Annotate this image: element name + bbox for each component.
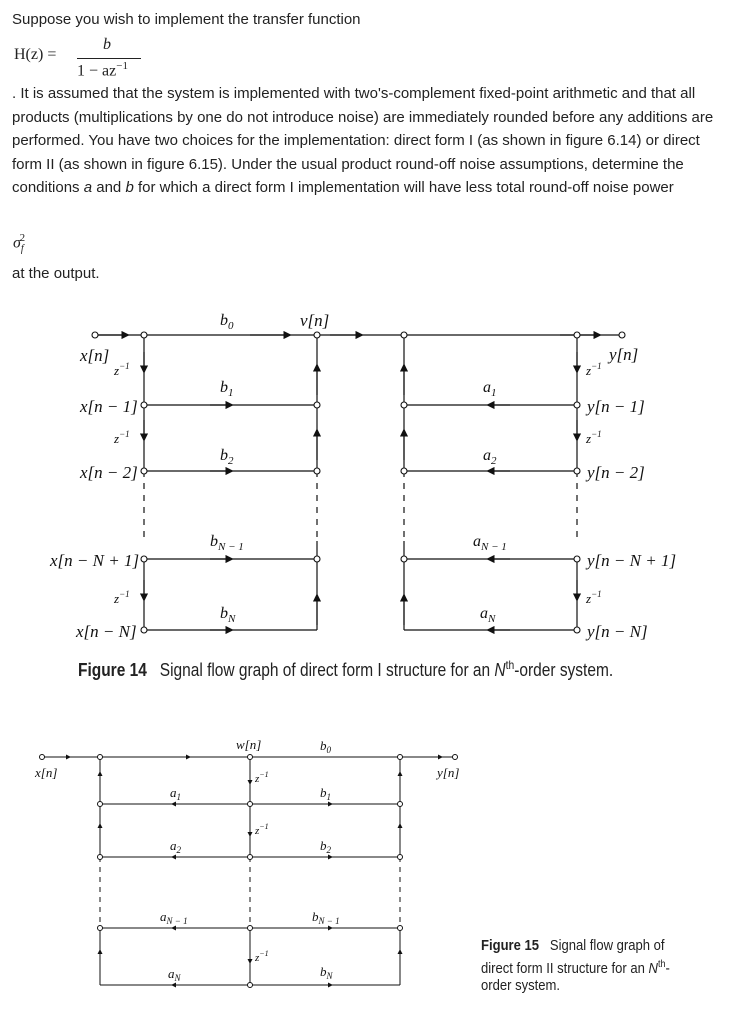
f14-zinv-r1: $z^{-1}$ xyxy=(586,361,602,378)
f14-y-n2: y[n − 2] xyxy=(587,463,645,482)
f15-x-n: x[n] xyxy=(35,765,58,780)
outro-text: at the output. xyxy=(12,265,100,282)
f14-y-n: y[n] xyxy=(609,345,639,364)
f15-bN1: $b_{N - 1}$ xyxy=(312,909,340,926)
figure14-caption: Figure 14 Signal flow graph of direct form I structure for an $N^{th}$-order system. xyxy=(78,658,614,680)
f14-zinv-l3: $z^{-1}$ xyxy=(114,589,130,606)
f14-b2: $b_2$ xyxy=(220,447,234,467)
problem-body: . It is assumed that the system is implemented with two's-complement fixed-point arithmetic and that all products (multiplications by one do not introduce noise) are immediately rounded before any additions are performed. You have two choices for the implementation: direct form I (as shown in figure 6.14) or direct form II (as shown in figure 6.15). Under the usual product round-off noise assumptions, determine the conditions a and b for which a direct form I implementation will have less total round-off noise power xyxy=(12,85,714,196)
f14-x-nN: x[n − N] xyxy=(76,622,137,641)
f14-bN1: $b_{N - 1}$ xyxy=(210,533,244,553)
f15-a2: $a_2$ xyxy=(170,838,181,855)
f14-aN: $a_N$ xyxy=(480,605,496,625)
f14-zinv-r3: $z^{-1}$ xyxy=(586,589,602,606)
f14-b0: $b_0$ xyxy=(220,312,234,332)
f15-b0: $b_0$ xyxy=(320,738,331,755)
f14-zinv-l2: $z^{-1}$ xyxy=(114,429,130,446)
f14-zinv-l1: $z^{-1}$ xyxy=(114,361,130,378)
f14-y-nN1: y[n − N + 1] xyxy=(587,551,677,570)
f15-zinv-2: $z^{-1}$ xyxy=(255,822,269,837)
f15-bN: $b_N$ xyxy=(320,964,333,981)
f15-w-n: w[n] xyxy=(236,737,262,752)
f14-b1: $b_1$ xyxy=(220,379,234,399)
f15-zinv-1: $z^{-1}$ xyxy=(255,770,269,785)
f14-bN: $b_N$ xyxy=(220,605,236,625)
transfer-function-numerator: b xyxy=(103,36,111,53)
transfer-function-denominator: $1 - az^{-1}$ xyxy=(77,60,128,80)
f14-a1: $a_1$ xyxy=(483,379,497,399)
f14-a2: $a_2$ xyxy=(483,447,497,467)
sigma-symbol: $\sigma_f^2$ xyxy=(13,232,26,255)
f14-x-n: x[n] xyxy=(80,346,110,365)
f15-aN1: $a_{N - 1}$ xyxy=(160,909,188,926)
f14-x-nN1: x[n − N + 1] xyxy=(50,551,140,570)
f14-x-n2: x[n − 2] xyxy=(80,463,138,482)
f15-zinv-3: $z^{-1}$ xyxy=(255,949,269,964)
f15-a1: $a_1$ xyxy=(170,785,181,802)
f14-zinv-r2: $z^{-1}$ xyxy=(586,429,602,446)
transfer-function-lhs: H(z) = xyxy=(14,46,57,63)
f14-v-n: v[n] xyxy=(300,311,330,330)
f15-b2: $b_2$ xyxy=(320,838,331,855)
intro-text: Suppose you wish to implement the transfer function xyxy=(12,11,361,28)
figure15-caption: Figure 15 Signal flow graph of direct form II structure for an $N^{th}$-order system. xyxy=(481,938,670,994)
f14-y-nN: y[n − N] xyxy=(587,622,648,641)
f15-b1: $b_1$ xyxy=(320,785,331,802)
f14-y-n1: y[n − 1] xyxy=(587,397,645,416)
f14-x-n1: x[n − 1] xyxy=(80,397,138,416)
f14-aN1: $a_{N - 1}$ xyxy=(473,533,507,553)
f15-aN: $a_N$ xyxy=(168,966,181,983)
f15-y-n: y[n] xyxy=(437,765,460,780)
